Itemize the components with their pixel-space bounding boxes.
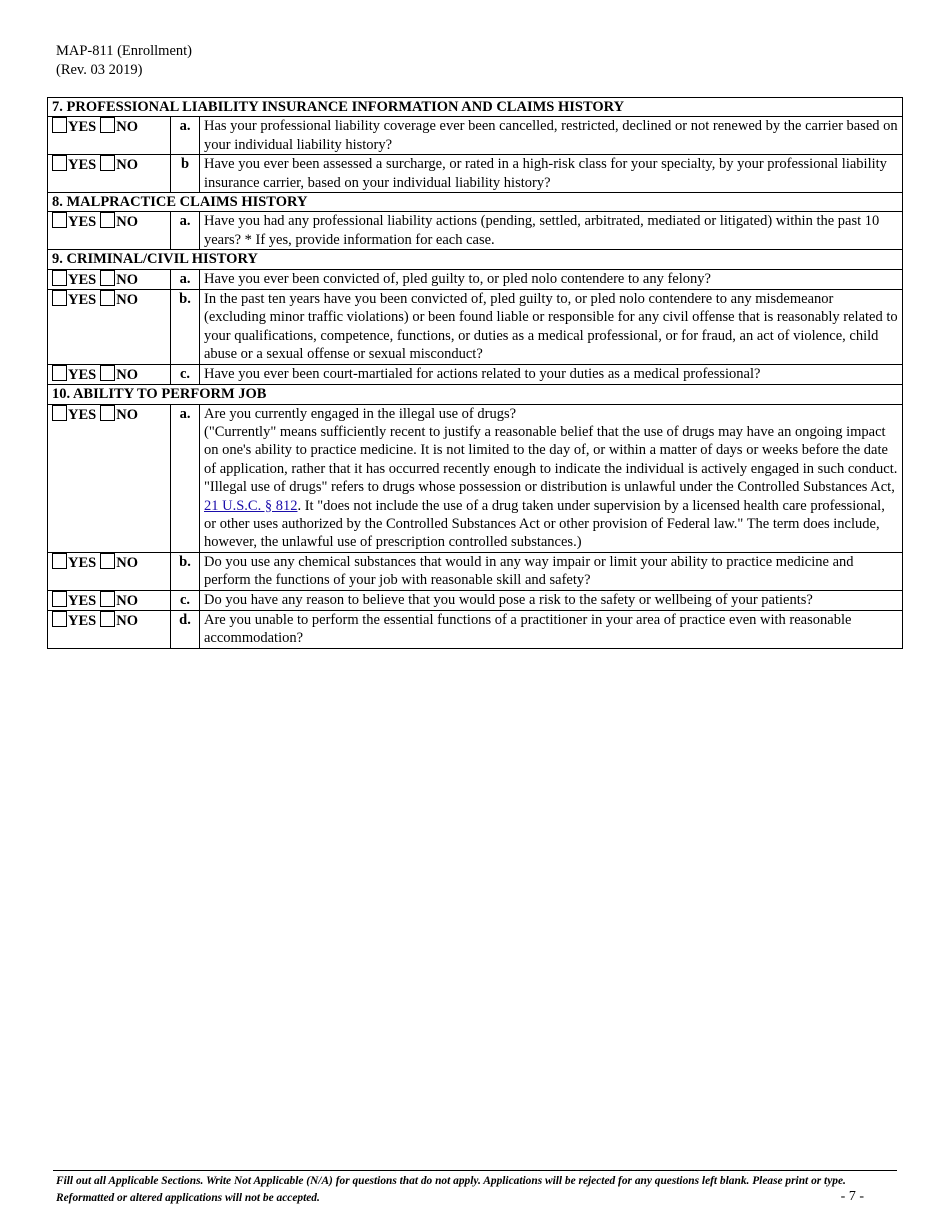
note-part-2: . It "does not include the use of a drug taken under supervision by a licensed health care professional, or other uses authorized by the Controlled Substances Act or other provision of Federal law." The term does include, however, the unlawful use of prescription controlled substances.) — [204, 497, 885, 551]
no-label: NO — [116, 554, 138, 571]
no-label: NO — [116, 157, 138, 174]
question-row — [48, 290, 903, 365]
yes-option[interactable] — [52, 555, 100, 571]
question-letter: c. — [171, 364, 200, 384]
page-number: - 7 - — [840, 1189, 864, 1204]
no-option[interactable] — [100, 613, 138, 629]
yes-no-options — [48, 610, 171, 648]
yes-label: YES — [68, 406, 97, 423]
yes-option[interactable] — [52, 272, 100, 288]
questionnaire-table — [47, 97, 903, 649]
no-checkbox[interactable] — [100, 553, 115, 569]
no-option[interactable] — [100, 367, 138, 383]
no-checkbox[interactable] — [100, 155, 115, 171]
question-text: Are you unable to perform the essential functions of a practitioner in your area of practice even with reasonable accommodation? — [200, 610, 903, 648]
no-option[interactable] — [100, 407, 138, 423]
yes-label: YES — [68, 157, 97, 174]
section-header — [48, 250, 903, 269]
yes-label: YES — [68, 292, 97, 309]
question-letter: a. — [171, 117, 200, 155]
no-label: NO — [116, 271, 138, 288]
yes-label: YES — [68, 612, 97, 629]
yes-checkbox[interactable] — [52, 290, 67, 306]
no-checkbox[interactable] — [100, 591, 115, 607]
form-header — [56, 42, 192, 80]
section-header — [48, 385, 903, 404]
yes-label: YES — [68, 214, 97, 231]
question-text: Have you had any professional liability actions (pending, settled, arbitrated, mediated or litigated) within the past 10 years? * If yes, provide information for each case. — [200, 212, 903, 250]
usc-citation-link[interactable]: 21 U.S.C. § 812 — [204, 497, 298, 514]
yes-no-options — [48, 269, 171, 289]
section-title: 9. CRIMINAL/CIVIL HISTORY — [48, 250, 903, 269]
yes-checkbox[interactable] — [52, 155, 67, 171]
question-text: Do you use any chemical substances that would in any way impair or limit your ability to practice medicine and perform the functions of your job with reasonable skill and safety? — [200, 552, 903, 590]
question-text: Do you have any reason to believe that you would pose a risk to the safety or wellbeing of your patients? — [200, 590, 903, 610]
question-letter: b — [171, 155, 200, 193]
yes-checkbox[interactable] — [52, 270, 67, 286]
section-title: 7. PROFESSIONAL LIABILITY INSURANCE INFORMATION AND CLAIMS HISTORY — [48, 98, 903, 117]
question-letter: a. — [171, 269, 200, 289]
yes-no-options — [48, 590, 171, 610]
yes-option[interactable] — [52, 157, 100, 173]
question-text — [200, 404, 903, 552]
form-revision: (Rev. 03 2019) — [56, 62, 143, 78]
yes-label: YES — [68, 554, 97, 571]
question-letter: d. — [171, 610, 200, 648]
question-row — [48, 364, 903, 384]
yes-checkbox[interactable] — [52, 611, 67, 627]
yes-option[interactable] — [52, 407, 100, 423]
yes-no-options — [48, 552, 171, 590]
question-row — [48, 117, 903, 155]
no-option[interactable] — [100, 555, 138, 571]
yes-checkbox[interactable] — [52, 591, 67, 607]
no-checkbox[interactable] — [100, 212, 115, 228]
yes-label: YES — [68, 119, 97, 136]
no-checkbox[interactable] — [100, 270, 115, 286]
yes-option[interactable] — [52, 367, 100, 383]
question-text: Have you ever been assessed a surcharge, or rated in a high-risk class for your specialty, by your professional liability insurance carrier, based on your individual liability history? — [200, 155, 903, 193]
no-checkbox[interactable] — [100, 290, 115, 306]
yes-label: YES — [68, 271, 97, 288]
no-label: NO — [116, 366, 138, 383]
form-id: MAP-811 (Enrollment) — [56, 43, 192, 59]
no-checkbox[interactable] — [100, 611, 115, 627]
question-text: Have you ever been convicted of, pled guilty to, or pled nolo contendere to any felony? — [200, 269, 903, 289]
definition-note — [204, 423, 898, 552]
yes-label: YES — [68, 592, 97, 609]
section-header — [48, 98, 903, 117]
yes-checkbox[interactable] — [52, 553, 67, 569]
question-letter: a. — [171, 212, 200, 250]
yes-option[interactable] — [52, 119, 100, 135]
yes-no-options — [48, 364, 171, 384]
yes-option[interactable] — [52, 593, 100, 609]
yes-no-options — [48, 117, 171, 155]
yes-no-options — [48, 155, 171, 193]
question-row — [48, 610, 903, 648]
yes-label: YES — [68, 366, 97, 383]
no-label: NO — [116, 292, 138, 309]
yes-checkbox[interactable] — [52, 365, 67, 381]
footer-instructions: Fill out all Applicable Sections. Write Not Applicable (N/A) for questions that do not apply. Applications will be rejected for any questions left blank. Please print or type. Reformatted or altered applications will not be accepted. — [56, 1175, 846, 1204]
note-part-1: ("Currently" means sufficiently recent to justify a reasonable belief that the use of drugs may have an ongoing impact on one's ability to practice medicine. It is not limited to the day of, or within a matter of days or weeks before the date of application, rather that it has occurred recently enough to indicate the individual is actively engaged in such conduct. "Illegal use of drugs" refers to drugs whose possession or distribution is unlawful under the Controlled Substances Act, — [204, 423, 898, 496]
question-text: Have you ever been court-martialed for actions related to your duties as a medical professional? — [200, 364, 903, 384]
no-option[interactable] — [100, 272, 138, 288]
no-option[interactable] — [100, 214, 138, 230]
question-letter: b. — [171, 290, 200, 365]
no-option[interactable] — [100, 593, 138, 609]
no-checkbox[interactable] — [100, 117, 115, 133]
yes-no-options — [48, 404, 171, 552]
no-label: NO — [116, 406, 138, 423]
question-letter: c. — [171, 590, 200, 610]
yes-option[interactable] — [52, 214, 100, 230]
no-option[interactable] — [100, 292, 138, 308]
section-header — [48, 193, 903, 212]
yes-option[interactable] — [52, 613, 100, 629]
yes-no-options — [48, 290, 171, 365]
section-title: 10. ABILITY TO PERFORM JOB — [48, 385, 903, 404]
question-row — [48, 552, 903, 590]
no-option[interactable] — [100, 157, 138, 173]
footer-divider — [53, 1170, 897, 1171]
question-text: In the past ten years have you been convicted of, pled guilty to, or pled nolo contendere to any misdemeanor (excluding minor traffic violations) or been found liable or responsible for any civil offense that is reasonably related to your qualifications, competence, functions, or duties as a medical professional, or for fraud, an act of violence, child abuse or a sexual offense or sexual misconduct? — [200, 290, 903, 365]
no-checkbox[interactable] — [100, 405, 115, 421]
yes-checkbox[interactable] — [52, 117, 67, 133]
yes-checkbox[interactable] — [52, 405, 67, 421]
no-checkbox[interactable] — [100, 365, 115, 381]
question-text: Has your professional liability coverage ever been cancelled, restricted, declined or not renewed by the carrier based on your individual liability history? — [200, 117, 903, 155]
no-option[interactable] — [100, 119, 138, 135]
no-label: NO — [116, 119, 138, 136]
question-main: Are you currently engaged in the illegal use of drugs? — [204, 405, 517, 422]
question-row — [48, 404, 903, 552]
question-letter: a. — [171, 404, 200, 552]
section-title: 8. MALPRACTICE CLAIMS HISTORY — [48, 193, 903, 212]
question-row — [48, 212, 903, 250]
question-letter: b. — [171, 552, 200, 590]
yes-no-options — [48, 212, 171, 250]
question-row — [48, 269, 903, 289]
yes-checkbox[interactable] — [52, 212, 67, 228]
question-row — [48, 155, 903, 193]
no-label: NO — [116, 612, 138, 629]
no-label: NO — [116, 592, 138, 609]
question-row — [48, 590, 903, 610]
no-label: NO — [116, 214, 138, 231]
yes-option[interactable] — [52, 292, 100, 308]
